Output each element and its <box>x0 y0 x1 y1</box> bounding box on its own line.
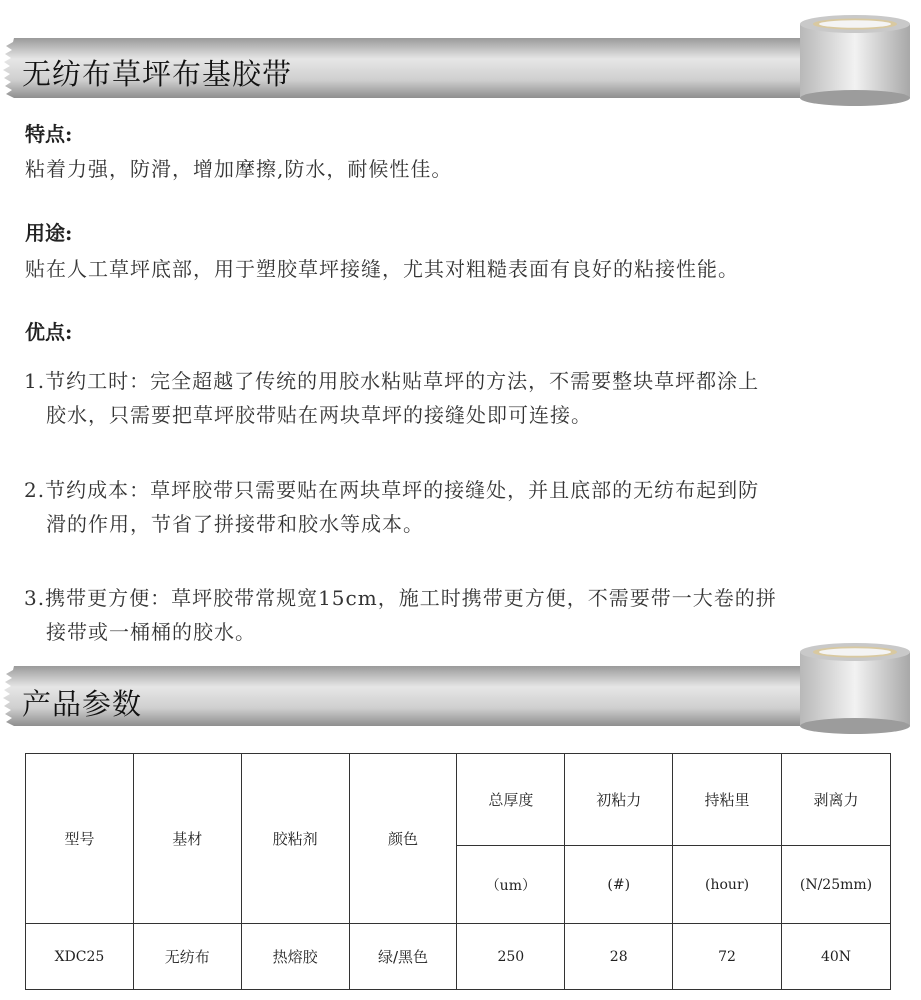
section-title: 产品参数 <box>22 687 143 721</box>
section-banner-product <box>0 14 921 114</box>
advantage-item-line: 胶水，只需要把草坪胶带贴在两块草坪的接缝处即可连接。 <box>46 403 592 427</box>
section-banner-params <box>0 642 921 742</box>
usage-text: 贴在人工草坪底部，用于塑胶草坪接缝，尤其对粗糙表面有良好的粘接性能。 <box>25 257 739 281</box>
section-title: 无纺布草坪布基胶带 <box>22 57 293 91</box>
advantage-item <box>24 473 759 541</box>
header-cell-initial-tack: 初粘力 <box>565 754 673 846</box>
advantage-item-line: 3.携带更方便：草坪胶带常规宽15cm，施工时携带更方便，不需要带一大卷的拼 <box>24 586 777 610</box>
header-cell-color: 颜色 <box>349 754 457 924</box>
advantage-item-line: 接带或一桶桶的胶水。 <box>46 620 256 644</box>
advantage-item <box>24 364 759 432</box>
unit-cell-holding-power: (hour) <box>673 846 782 924</box>
params-table <box>25 753 891 990</box>
advantage-item-line: 1.节约工时：完全超越了传统的用胶水粘贴草坪的方法，不需要整块草坪都涂上 <box>24 369 760 393</box>
advantages-heading: 优点: <box>25 320 73 344</box>
unit-cell-peel-strength: (N/25mm) <box>782 846 891 924</box>
unit-cell-thickness: （um） <box>457 846 565 924</box>
data-cell: 72 <box>673 924 782 990</box>
data-cell: 热熔胶 <box>241 924 349 990</box>
advantage-item-line: 2.节约成本：草坪胶带只需要贴在两块草坪的接缝处，并且底部的无纺布起到防 <box>24 478 760 502</box>
features-heading: 特点: <box>25 122 73 146</box>
data-cell: 250 <box>457 924 565 990</box>
header-cell-model: 型号 <box>26 754 134 924</box>
usage-heading: 用途: <box>25 221 73 245</box>
unit-cell-initial-tack: (#) <box>565 846 673 924</box>
header-cell-substrate: 基材 <box>133 754 241 924</box>
header-cell-thickness: 总厚度 <box>457 754 565 846</box>
data-cell: 绿/黑色 <box>349 924 457 990</box>
header-cell-holding-power: 持粘里 <box>673 754 782 846</box>
header-cell-adhesive: 胶粘剂 <box>241 754 349 924</box>
advantage-item <box>24 581 777 649</box>
features-text: 粘着力强，防滑，增加摩擦,防水，耐候性佳。 <box>25 157 453 181</box>
header-cell-peel-strength: 剥离力 <box>782 754 891 846</box>
data-cell: XDC25 <box>26 924 134 990</box>
table-row <box>26 924 891 990</box>
data-cell: 28 <box>565 924 673 990</box>
advantage-item-line: 滑的作用，节省了拼接带和胶水等成本。 <box>46 512 424 536</box>
data-cell: 无纺布 <box>133 924 241 990</box>
data-cell: 40N <box>782 924 891 990</box>
